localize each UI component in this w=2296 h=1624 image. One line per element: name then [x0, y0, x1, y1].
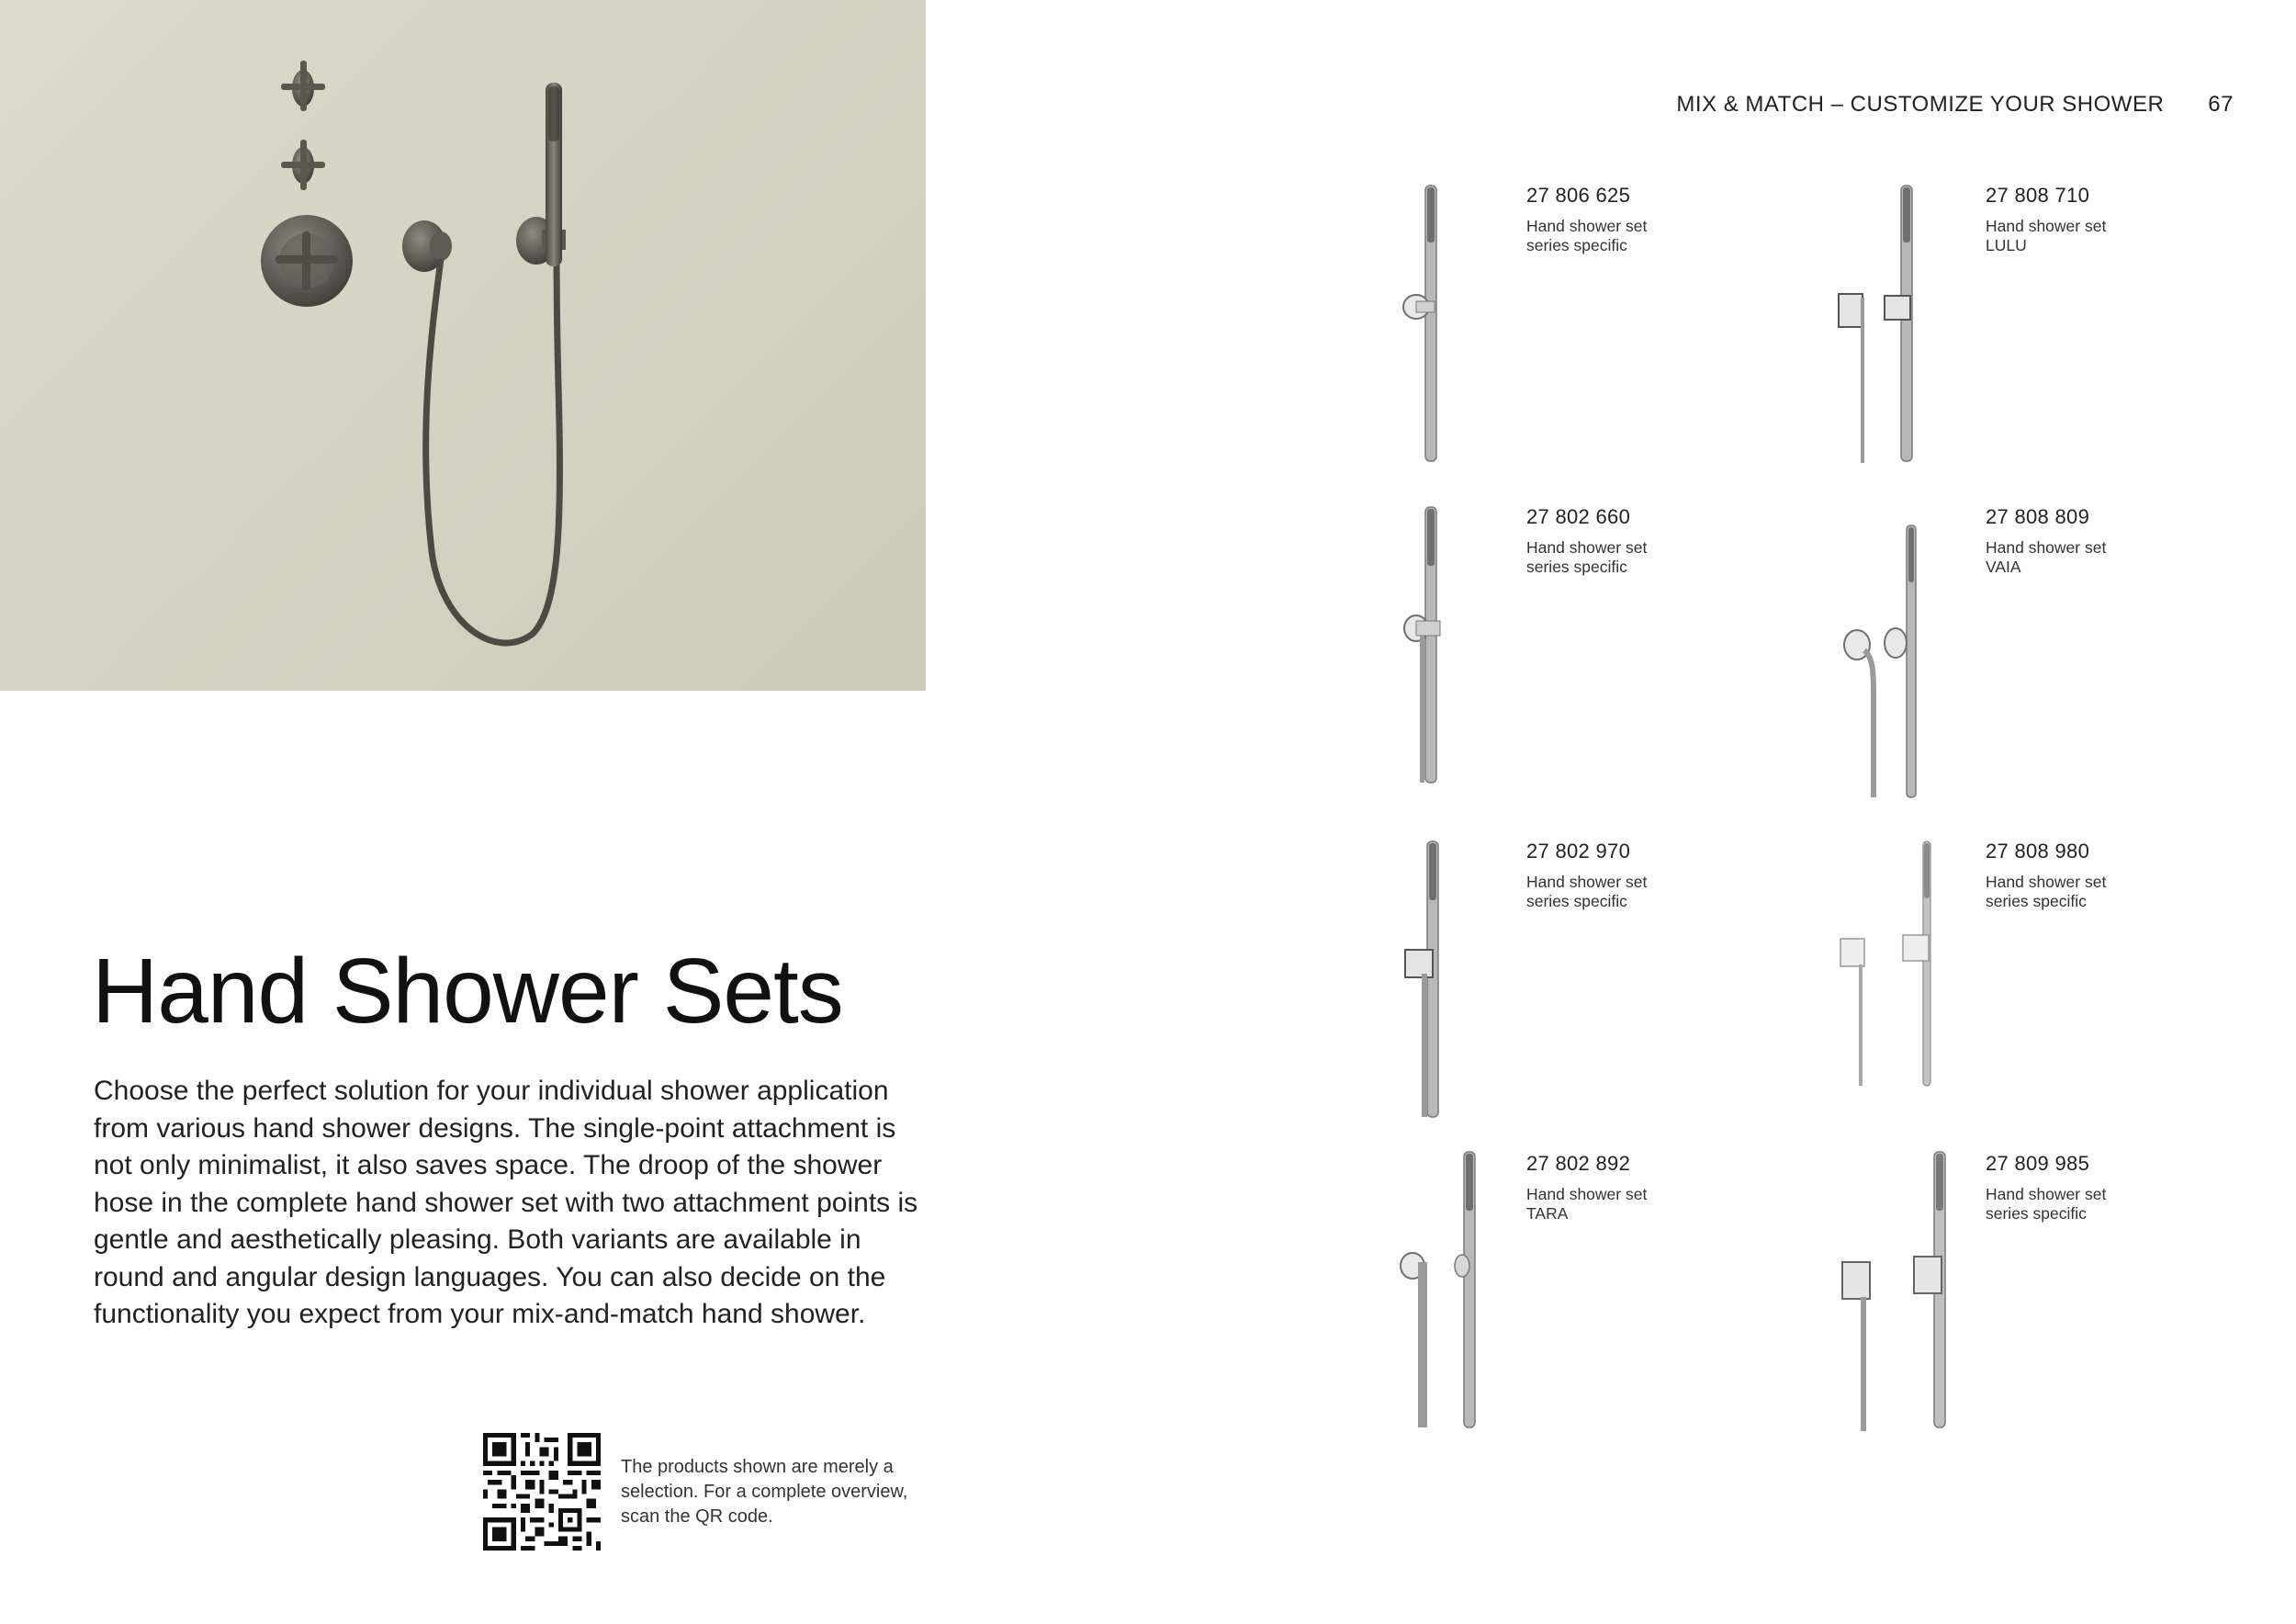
product-description [1986, 217, 2106, 255]
product-code: 27 806 625 [1526, 184, 1631, 207]
product-card [1837, 180, 2296, 474]
product-description [1986, 1185, 2106, 1224]
product-series: LULU [1986, 236, 2027, 254]
hand-shower-set-image [1378, 1148, 1488, 1442]
product-card [1837, 502, 2296, 805]
product-series: series specific [1526, 558, 1627, 576]
product-description [1526, 217, 1647, 255]
product-series: series specific [1526, 892, 1627, 910]
wall-outlet [402, 220, 452, 272]
valve-handle-middle [281, 140, 325, 190]
product-code: 27 808 980 [1986, 840, 2090, 863]
product-description [1986, 538, 2106, 577]
hand-shower-set-image [1837, 502, 1947, 805]
section-title: MIX & MATCH – CUSTOMIZE YOUR SHOWER [1676, 92, 2165, 117]
qr-code[interactable] [483, 1433, 601, 1551]
product-series: series specific [1986, 1204, 2087, 1223]
product-series: TARA [1526, 1204, 1569, 1223]
product-series: series specific [1986, 892, 2087, 910]
product-code: 27 809 985 [1986, 1152, 2090, 1175]
hand-shower-set-image [1837, 836, 1947, 1093]
product-type: Hand shower set [1526, 217, 1648, 235]
product-description [1526, 538, 1647, 577]
product-type: Hand shower set [1986, 1185, 2107, 1203]
product-card [1837, 1148, 2296, 1442]
product-type: Hand shower set [1986, 873, 2107, 891]
product-type: Hand shower set [1986, 217, 2107, 235]
valve-handle-top [281, 61, 325, 111]
page-title: Hand Shower Sets [92, 940, 843, 1043]
hand-shower-set-image [1837, 180, 1947, 474]
product-code: 27 802 660 [1526, 505, 1631, 528]
product-code: 27 802 892 [1526, 1152, 1631, 1175]
intro-paragraph: Choose the perfect solution for your individual shower application from various hand shower designs. The single-point attachment is not only minimalist, it also saves space. The droop of the shower hose in the complete hand shower set with two attachment points is gentle and aesthetically pleasing. Both variants are available in round and angular design languages. You can also decide on the functionality you expect from your mix-and-match hand shower. [94, 1076, 918, 1329]
product-description [1986, 873, 2106, 911]
hand-shower-set-image [1378, 502, 1488, 795]
hero-photo [0, 0, 926, 691]
product-card [1837, 836, 2296, 1093]
product-type: Hand shower set [1526, 1185, 1648, 1203]
product-code: 27 802 970 [1526, 840, 1631, 863]
qr-note: The products shown are merely a selection. For a complete overview, scan the QR code. [621, 1457, 908, 1527]
product-type: Hand shower set [1526, 873, 1648, 891]
product-type: Hand shower set [1986, 538, 2107, 557]
page-number: 67 [2208, 92, 2234, 117]
product-code: 27 808 710 [1986, 184, 2090, 207]
hand-shower-set-image [1378, 180, 1488, 474]
thermostat-valve [261, 215, 353, 307]
shower-fixture-illustration [0, 0, 926, 691]
shower-hose [426, 248, 560, 643]
product-type: Hand shower set [1526, 538, 1648, 557]
product-series: series specific [1526, 236, 1627, 254]
product-description [1526, 1185, 1647, 1224]
product-series: VAIA [1986, 558, 2021, 576]
page-header [1676, 92, 2234, 118]
hand-shower-set-image [1837, 1148, 1947, 1442]
hand-shower-set-image [1378, 836, 1488, 1130]
product-code: 27 808 809 [1986, 505, 2090, 528]
product-description [1526, 873, 1647, 911]
